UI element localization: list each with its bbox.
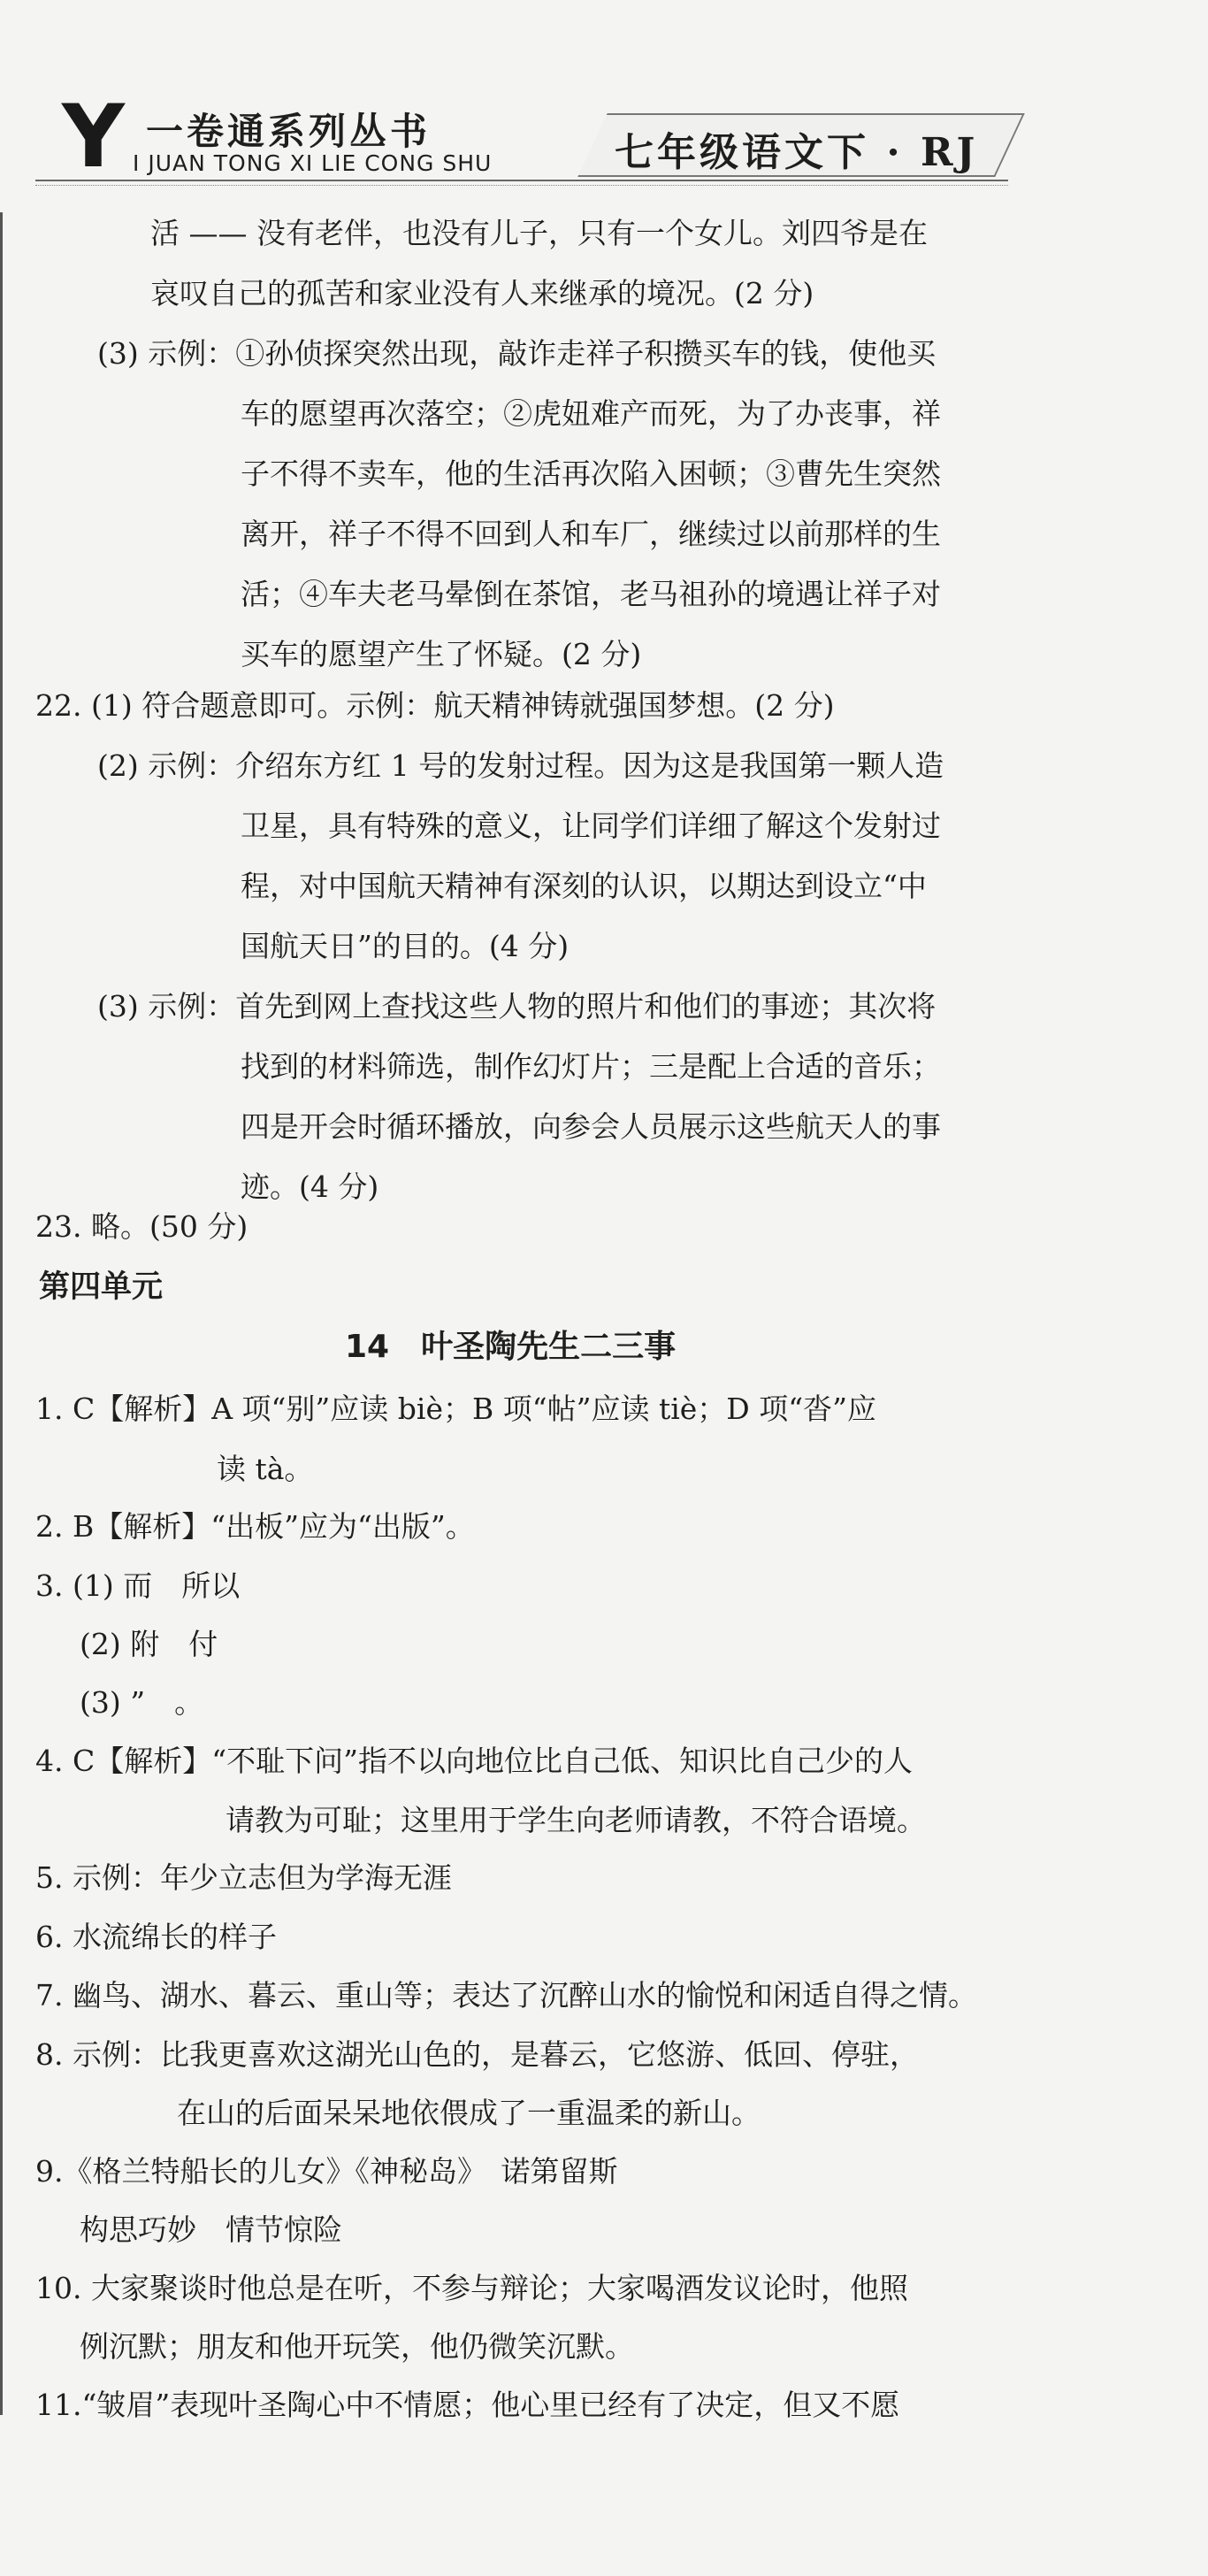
- text-line: 活；④车夫老马晕倒在茶馆，老马祖孙的境遇让祥子对: [241, 577, 941, 611]
- text-line: 在山的后面呆呆地依偎成了一重温柔的新山。: [177, 2096, 761, 2130]
- unit-heading: 第四单元: [39, 1269, 164, 1305]
- text-line: 22. (1) 符合题意即可。示例：航天精神铸就强国梦想。(2 分): [35, 688, 835, 723]
- text-line: 活 —— 没有老伴，也没有儿子，只有一个女儿。刘四爷是在: [150, 216, 928, 250]
- page-header: [35, 87, 1008, 188]
- text-line: 1. C【解析】A 项“别”应读 biè；B 项“帖”应读 tiè；D 项“沓”应: [35, 1392, 876, 1426]
- text-line: 构思巧妙 情节惊险: [80, 2212, 342, 2247]
- text-line: 离开，祥子不得不回到人和车厂，继续过以前那样的生: [241, 517, 941, 551]
- text-line: 车的愿望再次落空；②虎妞难产而死，为了办丧事，祥: [241, 396, 941, 431]
- series-logo: Y: [62, 87, 125, 188]
- text-line: (3) 示例：①孙侦探突然出现，敲诈走祥子积攒买车的钱，使他买: [97, 336, 937, 371]
- text-line: (2) 示例：介绍东方红 1 号的发射过程。因为这是我国第一颗人造: [97, 748, 944, 783]
- text-line: 8. 示例：比我更喜欢这湖光山色的，是暮云，它悠游、低回、停驻，: [35, 2037, 919, 2072]
- grade-label: 七年级语文下 · RJ: [615, 130, 979, 175]
- header-divider: [35, 180, 1008, 181]
- lesson-title: 14 叶圣陶先生二三事: [345, 1329, 677, 1365]
- text-line: 买车的愿望产生了怀疑。(2 分): [241, 637, 642, 671]
- text-line: 读 tà。: [217, 1452, 314, 1486]
- text-line: 6. 水流绵长的样子: [35, 1920, 277, 1954]
- text-line: 例沉默；朋友和他开玩笑，他仍微笑沉默。: [80, 2329, 634, 2364]
- text-line: 3. (1) 而 所以: [35, 1568, 241, 1603]
- series-pinyin: I JUAN TONG XI LIE CONG SHU: [133, 150, 493, 176]
- margin-rule: [0, 212, 3, 2415]
- text-line: 子不得不卖车，他的生活再次陷入困顿；③曹先生突然: [241, 456, 941, 491]
- text-line: 请教为可耻；这里用于学生向老师请教，不符合语境。: [226, 1803, 926, 1837]
- text-line: 5. 示例：年少立志但为学海无涯: [35, 1860, 452, 1895]
- text-line: 2. B【解析】“出板”应为“出版”。: [35, 1509, 475, 1544]
- text-line: 7. 幽鸟、湖水、暮云、重山等；表达了沉醉山水的愉悦和闲适自得之情。: [35, 1978, 977, 2012]
- text-line: (3) 示例：首先到网上查找这些人物的照片和他们的事迹；其次将: [97, 989, 937, 1024]
- header-divider-dotted: [35, 185, 1008, 186]
- text-line: 四是开会时循环播放，向参会人员展示这些航天人的事: [241, 1109, 941, 1144]
- text-line: 4. C【解析】“不耻下问”指不以向地位比自己低、知识比自己少的人: [35, 1744, 913, 1778]
- series-title: 一卷通系列丛书: [146, 110, 432, 153]
- text-line: 找到的材料筛选，制作幻灯片；三是配上合适的音乐；: [241, 1049, 941, 1084]
- text-line: 23. 略。(50 分): [35, 1209, 248, 1244]
- text-line: 10. 大家聚谈时他总是在听，不参与辩论；大家喝酒发议论时，他照: [35, 2271, 908, 2305]
- text-line: 国航天日”的目的。(4 分): [241, 929, 570, 963]
- text-line: (3) ” 。: [80, 1685, 204, 1720]
- text-line: 卫星，具有特殊的意义，让同学们详细了解这个发射过: [241, 809, 941, 843]
- text-line: 11.“皱眉”表现叶圣陶心中不情愿；他心里已经有了决定，但又不愿: [35, 2388, 900, 2422]
- text-line: 迹。(4 分): [241, 1169, 379, 1204]
- text-line: 程，对中国航天精神有深刻的认识，以期达到设立“中: [241, 869, 927, 903]
- text-line: (2) 附 付: [80, 1627, 218, 1661]
- text-line: 哀叹自己的孤苦和家业没有人来继承的境况。(2 分): [150, 276, 814, 310]
- text-line: 9.《格兰特船长的儿女》《神秘岛》 诺第留斯: [35, 2154, 618, 2189]
